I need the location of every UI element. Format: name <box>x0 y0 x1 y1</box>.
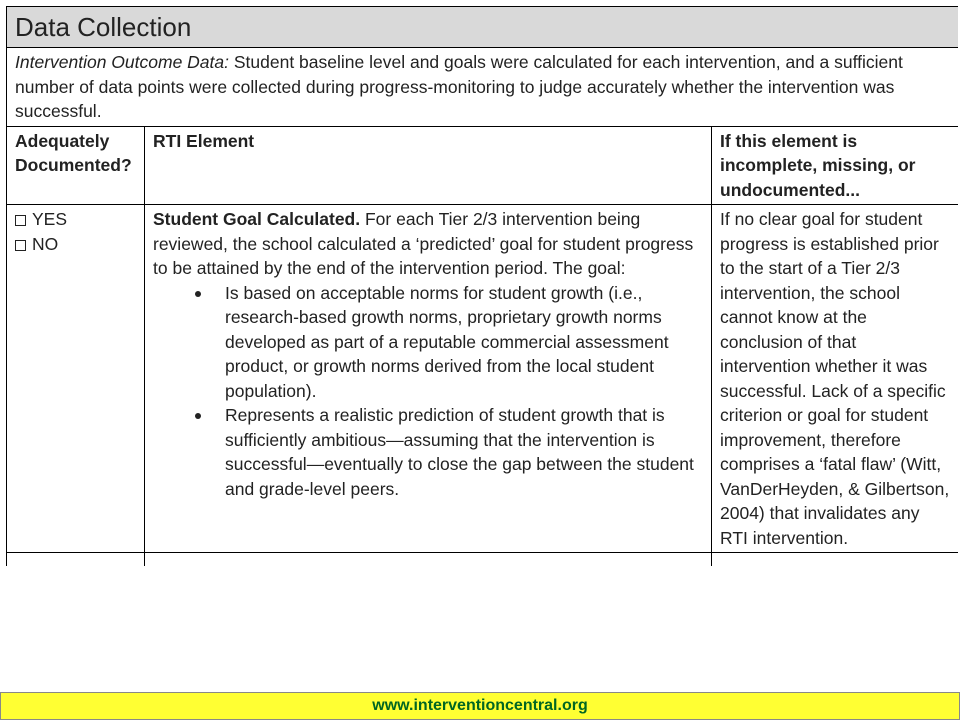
section-title: Data Collection <box>7 7 959 48</box>
section-intro <box>7 48 959 127</box>
option-no-label: NO <box>32 233 59 254</box>
footer-bar <box>0 692 960 720</box>
rti-element-description <box>145 205 712 553</box>
bullet-icon <box>195 413 201 419</box>
intro-text: Student baseline level and goals were calculated for each intervention, and a sufficient number of data points were collected during progress-monitoring to judge accurately whether the intervention was successful. <box>15 52 903 121</box>
list-item: Represents a realistic prediction of student growth that is sufficiently ambitious—assuming that the intervention is successful—eventually to close the gap between the student and grade-level peers. <box>153 403 703 501</box>
element-text: For each Tier 2/3 intervention being reviewed, the school calculated a ‘predicted’ goal for student progress to be attained by the end of the intervention period. The goal: <box>153 209 694 278</box>
header-consequence: If this element is incomplete, missing, or undocumented... <box>712 126 959 205</box>
bullet-icon <box>195 291 201 297</box>
document-excerpt <box>6 6 958 566</box>
rti-checklist-table <box>6 6 958 566</box>
option-yes-label: YES <box>32 209 68 229</box>
element-title: Student Goal Calculated. <box>153 209 361 229</box>
list-item: Is based on acceptable norms for student growth (i.e., research-based growth norms, proprietary growth norms developed as part of a reputable commercial assessment product, or growth norms derived from the local student population). <box>153 281 703 404</box>
bullet-list <box>153 281 703 502</box>
header-documented: Adequately Documented? <box>7 126 145 205</box>
option-yes[interactable] <box>15 207 136 232</box>
footer-url[interactable]: www.interventioncentral.org <box>372 697 588 714</box>
intro-label: Intervention Outcome Data: <box>15 52 229 72</box>
consequence-text: If no clear goal for student progress is established prior to the start of a Tier 2/3 intervention, the school cannot know at the conclusion of that intervention whether it was successful. Lack of a specific criterion or goal for student improvement, therefore comprises a ‘fatal flaw’ (Witt, VanDerHeyden, & Gilbertson, 2004) that invalidates any RTI intervention. <box>712 205 959 553</box>
checkbox-icon[interactable] <box>15 240 26 251</box>
next-row-partial <box>7 553 959 567</box>
option-no[interactable] <box>15 232 136 257</box>
checkbox-icon[interactable] <box>15 215 26 226</box>
header-rti-element: RTI Element <box>145 126 712 205</box>
documented-options <box>7 205 145 553</box>
